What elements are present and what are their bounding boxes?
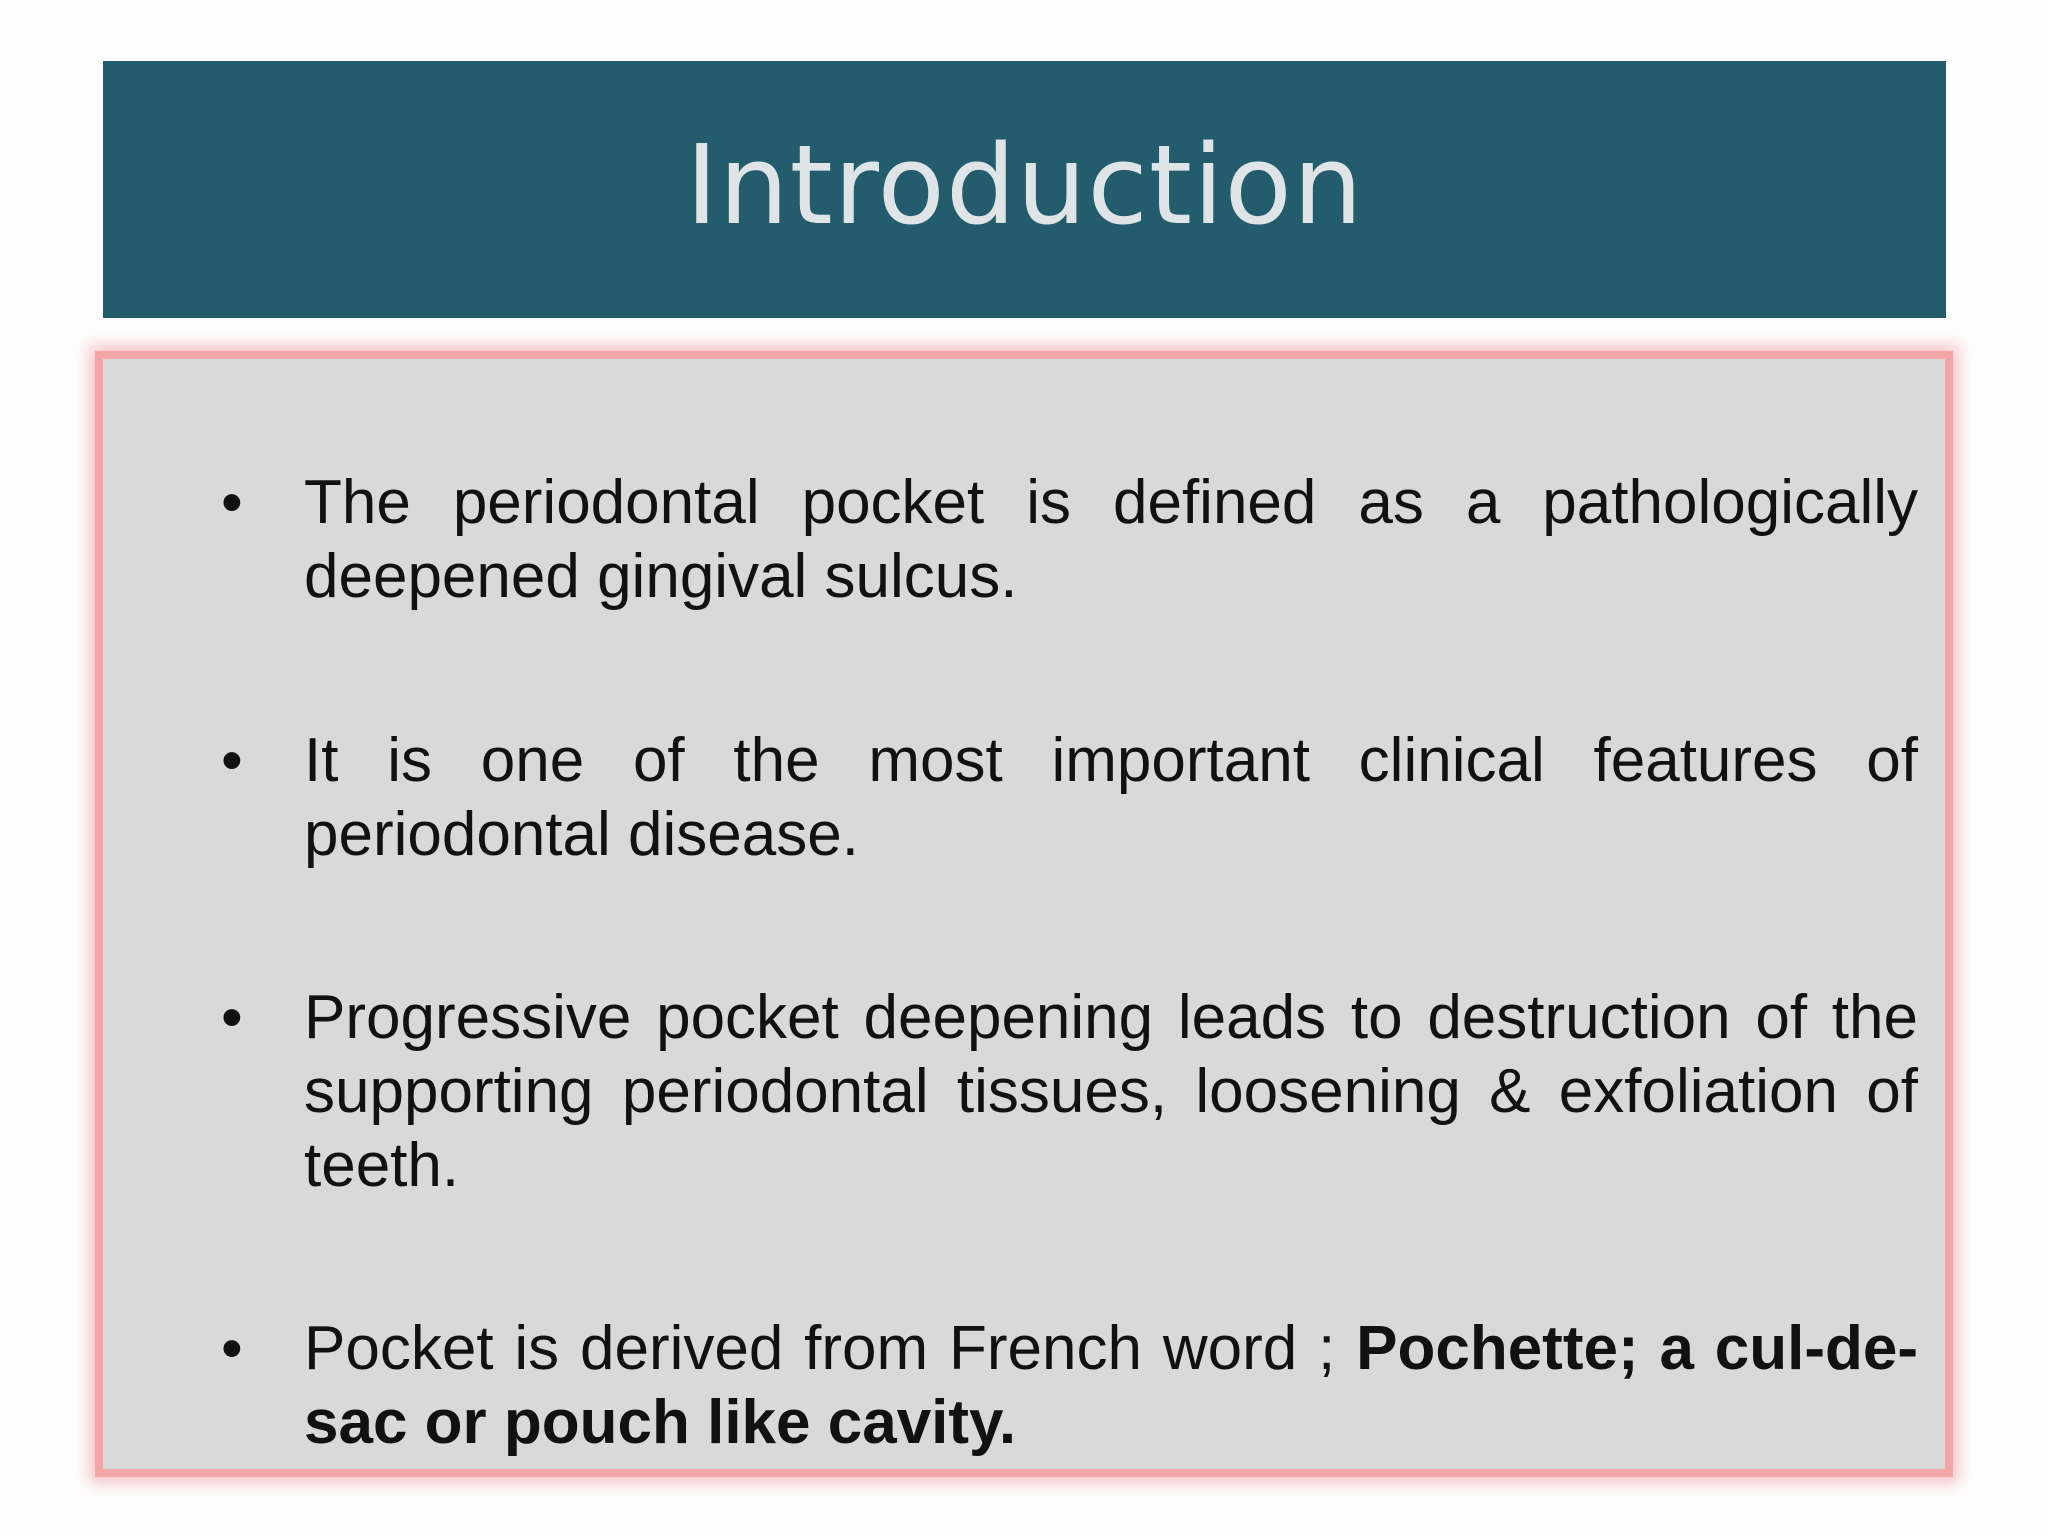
bullet-item [209, 1312, 1918, 1460]
bullet-text-bold: Pochette; a cul-de-sac or pouch like cavity. [304, 1314, 1918, 1457]
bullet-text [304, 1312, 1918, 1460]
bullet-item [209, 466, 1918, 614]
bullet-icon: • [221, 468, 243, 537]
bullet-text-regular: Pocket is derived from French word ; [304, 1314, 1357, 1383]
title-bar [103, 61, 1946, 318]
bullet-item [209, 724, 1918, 872]
bullet-text: It is one of the most important clinical features of periodontal disease. [304, 726, 1918, 869]
bullet-icon: • [221, 726, 243, 795]
content-box [95, 351, 1953, 1477]
slide-title: Introduction [685, 120, 1364, 249]
bullet-text: The periodontal pocket is defined as a pathologically deepened gingival sulcus. [304, 468, 1918, 611]
bullet-item [209, 981, 1918, 1203]
bullet-icon: • [221, 983, 243, 1052]
bullet-icon: • [221, 1314, 243, 1383]
bullet-text: Progressive pocket deepening leads to destruction of the supporting periodontal tissues, loosening & exfoliation of teeth. [304, 983, 1918, 1200]
